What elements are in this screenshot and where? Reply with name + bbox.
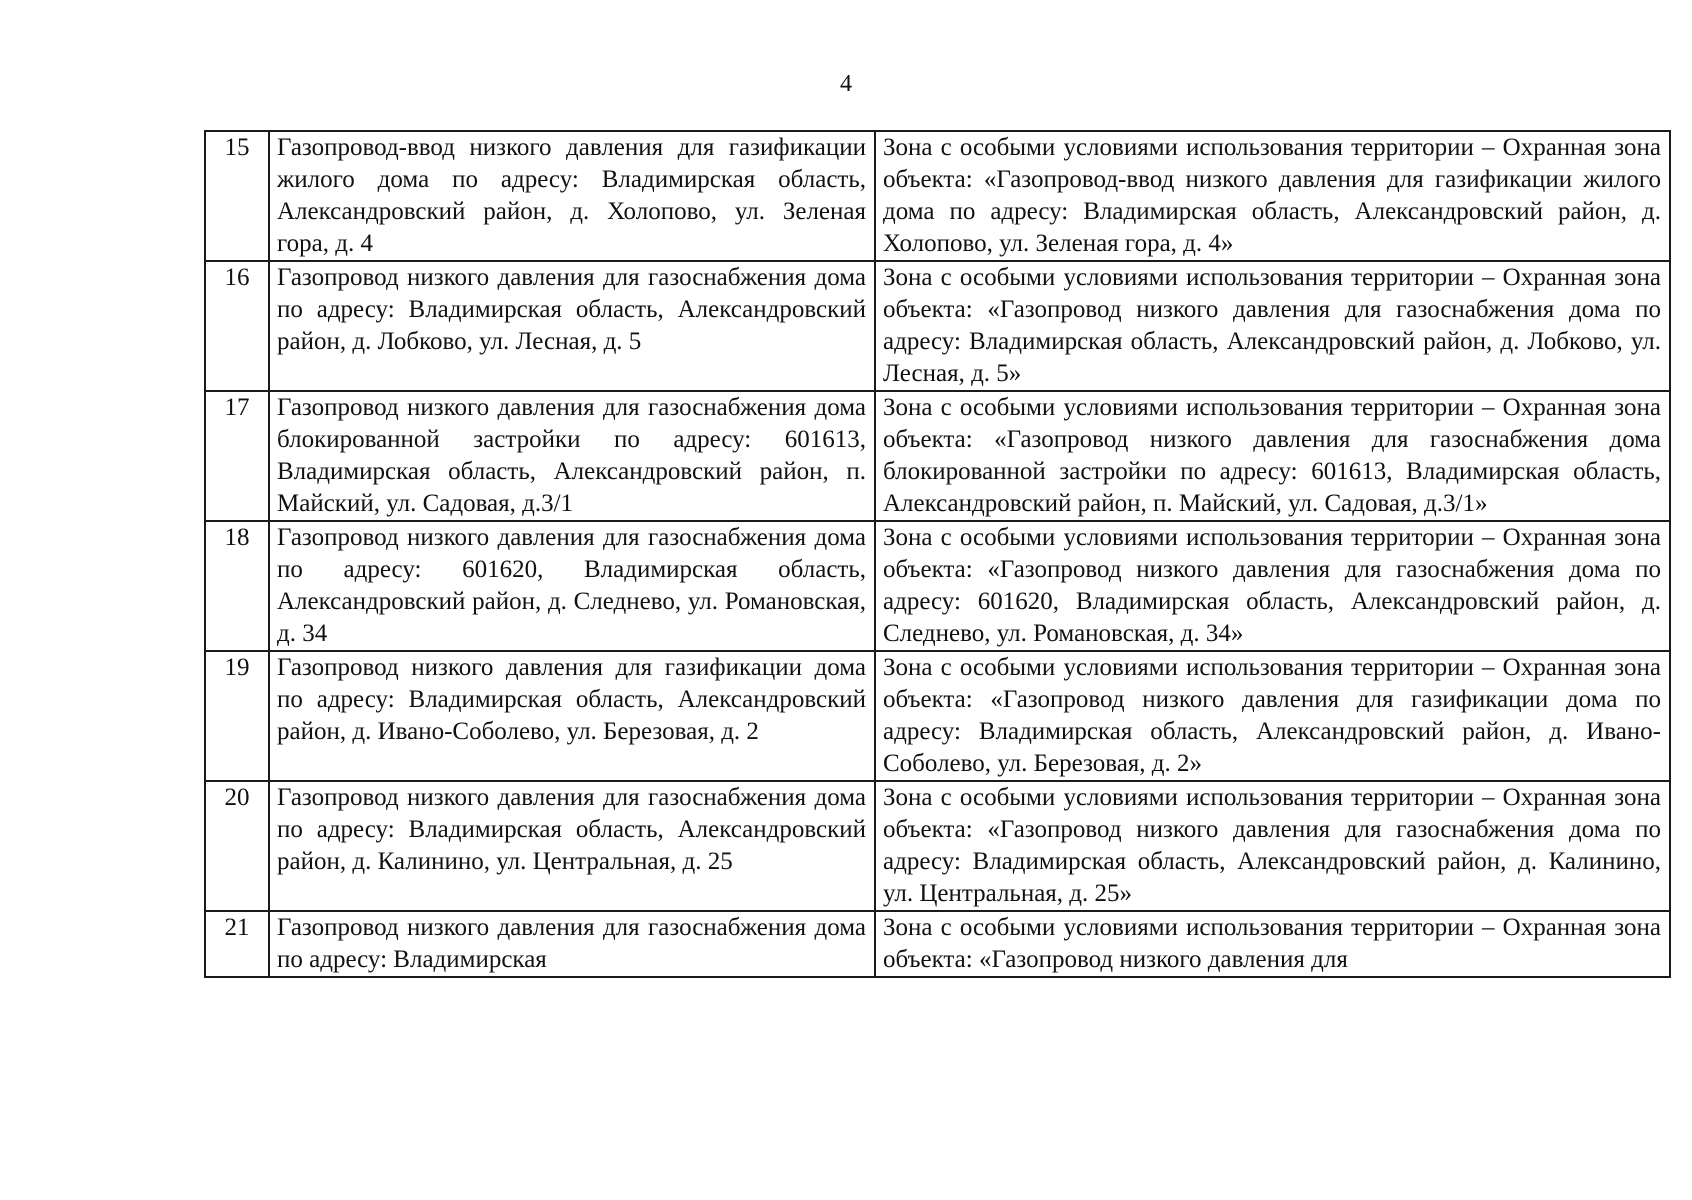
table-row [205, 911, 1670, 977]
object-description: Газопровод низкого давления для газоснабжения дома по адресу: Владимирская [269, 911, 875, 977]
object-description: Газопровод низкого давления для газоснабжения дома блокированной застройки по адресу: 601613, Владимирская область, Александровский район, п. Майский, ул. Садовая, д.3/1 [269, 391, 875, 521]
row-number: 20 [205, 781, 269, 911]
row-number: 15 [205, 131, 269, 261]
object-description: Газопровод низкого давления для газоснабжения дома по адресу: Владимирская область, Александровский район, д. Калинино, ул. Центральная, д. 25 [269, 781, 875, 911]
page-number: 4 [840, 71, 852, 97]
object-description: Газопровод низкого давления для газоснабжения дома по адресу: Владимирская область, Александровский район, д. Лобково, ул. Лесная, д. 5 [269, 261, 875, 391]
row-number: 17 [205, 391, 269, 521]
object-description: Газопровод низкого давления для газоснабжения дома по адресу: 601620, Владимирская область, Александровский район, д. Следнево, ул. Романовская, д. 34 [269, 521, 875, 651]
object-description: Газопровод низкого давления для газификации дома по адресу: Владимирская область, Александровский район, д. Ивано-Соболево, ул. Березовая, д. 2 [269, 651, 875, 781]
table-row [205, 521, 1670, 651]
row-number: 21 [205, 911, 269, 977]
row-number: 19 [205, 651, 269, 781]
row-number: 16 [205, 261, 269, 391]
table-row [205, 781, 1670, 911]
table-row [205, 651, 1670, 781]
zone-description: Зона с особыми условиями использования территории – Охранная зона объекта: «Газопровод низкого давления для [875, 911, 1670, 977]
table-row [205, 131, 1670, 261]
zone-description: Зона с особыми условиями использования территории – Охранная зона объекта: «Газопровод-ввод низкого давления для газификации жилого дома по адресу: Владимирская область, Александровский район, д. Холопово, ул. Зеленая гора, д. 4» [875, 131, 1670, 261]
object-description: Газопровод-ввод низкого давления для газификации жилого дома по адресу: Владимирская область, Александровский район, д. Холопово, ул. Зеленая гора, д. 4 [269, 131, 875, 261]
table-row [205, 261, 1670, 391]
row-number: 18 [205, 521, 269, 651]
zone-description: Зона с особыми условиями использования территории – Охранная зона объекта: «Газопровод низкого давления для газификации дома по адресу: Владимирская область, Александровский район, д. Ивано-Соболево, ул. Березовая, д. 2» [875, 651, 1670, 781]
zone-description: Зона с особыми условиями использования территории – Охранная зона объекта: «Газопровод низкого давления для газоснабжения дома по адресу: Владимирская область, Александровский район, д. Лобково, ул. Лесная, д. 5» [875, 261, 1670, 391]
zone-description: Зона с особыми условиями использования территории – Охранная зона объекта: «Газопровод низкого давления для газоснабжения дома по адресу: Владимирская область, Александровский район, д. Калинино, ул. Центральная, д. 25» [875, 781, 1670, 911]
zones-table [204, 130, 1671, 978]
zone-description: Зона с особыми условиями использования территории – Охранная зона объекта: «Газопровод низкого давления для газоснабжения дома по адресу: 601620, Владимирская область, Александровский район, д. Следнево, ул. Романовская, д. 34» [875, 521, 1670, 651]
table-row [205, 391, 1670, 521]
zone-description: Зона с особыми условиями использования территории – Охранная зона объекта: «Газопровод низкого давления для газоснабжения дома блокированной застройки по адресу: 601613, Владимирская область, Александровский район, п. Майский, ул. Садовая, д.3/1» [875, 391, 1670, 521]
